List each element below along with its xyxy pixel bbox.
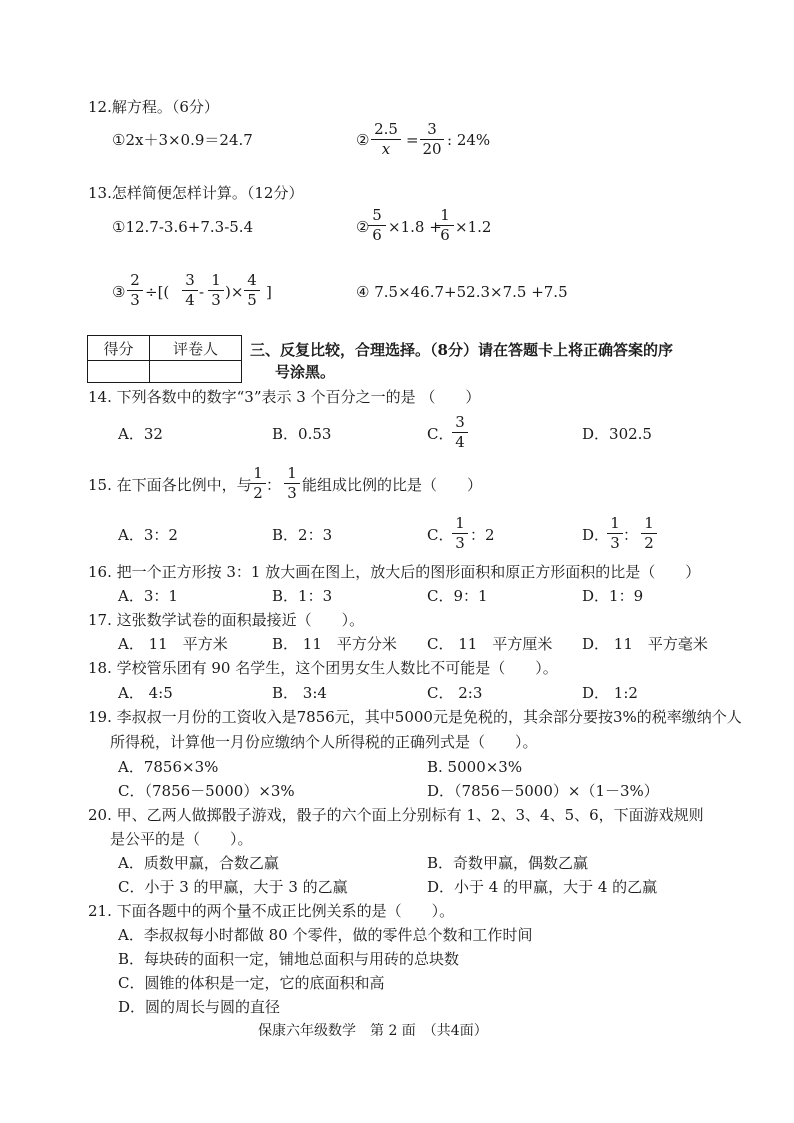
q16-option-a: A．3：1	[118, 587, 178, 605]
q14-option-c-prefix: C．	[427, 425, 454, 443]
q13-expression-2-mid: ×1.8 +	[388, 218, 442, 236]
q13-fraction-2-3: 2 3	[127, 273, 143, 308]
q15-fraction-1-3: 1 3	[284, 466, 300, 501]
q12-title: 12.解方程。（6分）	[88, 98, 219, 116]
q17-option-a: A． 11 平方米	[118, 635, 228, 653]
q20-option-d: D．小于 4 的甲赢，大于 4 的乙赢	[427, 878, 658, 896]
q12-equals: =	[406, 131, 419, 149]
score-header: 得分	[88, 336, 150, 361]
q13-expression-2-tail: ×1.2	[455, 218, 492, 236]
score-cell	[88, 361, 150, 383]
q21-option-d: D．圆的周长与圆的直径	[118, 998, 281, 1016]
q15-colon: ：	[266, 476, 282, 494]
q21-option-a: A．李叔叔每小时都做 80 个零件，做的零件总个数和工作时间	[118, 926, 533, 944]
q12-ratio-tail: : 24%	[447, 131, 491, 149]
q19-stem-line-2: 所得税，计算他一月份应缴纳个人所得税的正确列式是（ ）。	[110, 733, 538, 751]
q14-stem: 14. 下列各数中的数字“3”表示 3 个百分之一的是 （ ）	[88, 388, 481, 406]
q14-option-d: D．302.5	[582, 425, 652, 443]
q13-expression-1: ①12.7-3.6+7.3-5.4	[112, 218, 254, 236]
q17-option-b: B． 11 平方分米	[272, 635, 397, 653]
q13-expression-2-prefix: ②	[356, 218, 370, 236]
section-3-heading-line-1: 三、反复比较，合理选择。（8分）请在答题卡上将正确答案的序	[250, 341, 673, 359]
q16-option-d: D．1：9	[582, 587, 644, 605]
q13-expression-4: ④ 7.5×46.7+52.3×7.5 +7.5	[356, 283, 568, 301]
q15-option-d-fraction-1: 1 3	[607, 516, 623, 551]
page-footer: 保康六年级数学 第 2 面 （共4面）	[258, 1023, 488, 1039]
q20-option-c: C．小于 3 的甲赢，大于 3 的乙赢	[118, 878, 348, 896]
q18-option-b: B． 3:4	[272, 684, 327, 702]
q21-option-c: C．圆锥的体积是一定，它的底面积和高	[118, 974, 385, 992]
q18-option-c: C． 2:3	[427, 684, 483, 702]
q13-fraction-4-5: 4 5	[244, 273, 260, 308]
q13-expression-3-prefix: ③	[112, 283, 126, 301]
score-table	[87, 335, 242, 383]
q16-option-b: B．1：3	[272, 587, 333, 605]
q13-expression-3-b: -	[199, 283, 205, 301]
q19-option-d: D．（7856－5000）×（1－3%）	[427, 782, 659, 800]
q12-equation-1: ①2x＋3×0.9＝24.7	[112, 131, 253, 149]
q15-option-d-prefix: D．	[582, 526, 610, 544]
q15-option-c-tail: ：2	[470, 526, 495, 544]
q13-expression-3-a: ÷[(	[145, 283, 170, 301]
q13-expression-3-c: )×	[225, 283, 244, 301]
q17-option-d: D． 11 平方毫米	[582, 635, 708, 653]
q17-stem: 17. 这张数学试卷的面积最接近（ ）。	[88, 611, 365, 629]
q21-stem: 21. 下面各题中的两个量不成正比例关系的是（ ）。	[88, 902, 455, 920]
q15-option-d-colon: ：	[623, 526, 639, 544]
q15-option-c-prefix: C．	[427, 526, 454, 544]
q18-stem: 18. 学校管乐团有 90 名学生，这个团男女生人数比不可能是（ ）。	[88, 659, 558, 677]
q14-option-c-fraction: 3 4	[452, 415, 468, 450]
q16-option-c: C．9：1	[427, 587, 488, 605]
q19-stem-line-1: 19. 李叔叔一月份的工资收入是7856元，其中5000元是免税的，其余部分要按3%的税率缴纳个人	[88, 708, 742, 726]
q18-option-d: D． 1:2	[582, 684, 638, 702]
q21-option-b: B．每块砖的面积一定，铺地总面积与用砖的总块数	[118, 950, 460, 968]
grader-header: 评卷人	[150, 336, 242, 361]
q14-option-b: B．0.53	[272, 425, 332, 443]
q13-title: 13.怎样简便怎样计算。（12分）	[88, 184, 304, 202]
q13-fraction-1-6: 1 6	[436, 208, 454, 243]
q20-option-a: A．质数甲赢，合数乙赢	[118, 854, 279, 872]
q12-equation-2-prefix: ②	[356, 131, 370, 149]
section-3-heading-line-2: 号涂黑。	[275, 363, 336, 381]
q15-option-d-fraction-2: 1 2	[641, 516, 657, 551]
q15-option-a: A．3：2	[118, 526, 178, 544]
q14-option-a: A．32	[118, 425, 163, 443]
q16-stem: 16. 把一个正方形按 3：1 放大画在图上，放大后的图形面积和原正方形面积的比是（ ）	[88, 563, 701, 581]
grader-cell	[150, 361, 242, 383]
q17-option-c: C． 11 平方厘米	[427, 635, 553, 653]
q13-fraction-1-3: 1 3	[208, 273, 224, 308]
q20-stem-line-1: 20. 甲、乙两人做掷骰子游戏，骰子的六个面上分别标有 1、2、3、4、5、6，下面游戏规则	[88, 806, 704, 824]
q18-option-a: A． 4:5	[118, 684, 173, 702]
q13-expression-3-d: ]	[266, 283, 272, 301]
q15-stem-b: 能组成比例的比是（ ）	[302, 476, 483, 494]
q15-option-c-fraction: 1 3	[452, 516, 468, 551]
q12-fraction-2.5-over-x: 2.5 x	[371, 122, 401, 157]
q20-stem-line-2: 是公平的是（ ）。	[110, 830, 253, 848]
q13-fraction-3-4: 3 4	[182, 273, 198, 308]
q15-option-b: B．2：3	[272, 526, 333, 544]
q15-fraction-1-2: 1 2	[250, 466, 266, 501]
q19-option-b: B. 5000×3%	[427, 758, 523, 776]
q12-fraction-3-over-20: 3 20	[420, 122, 444, 157]
q19-option-a: A．7856×3%	[118, 758, 219, 776]
q19-option-c: C．（7856－5000）×3%	[118, 782, 295, 800]
q15-stem-a: 15. 在下面各比例中，与	[88, 476, 252, 494]
q20-option-b: B．奇数甲赢，偶数乙赢	[427, 854, 589, 872]
q13-fraction-5-6: 5 6	[368, 208, 386, 243]
